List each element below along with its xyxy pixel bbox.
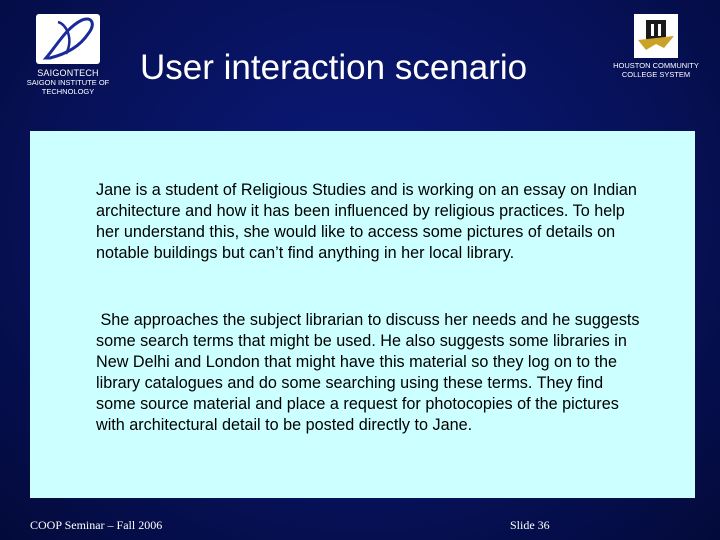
saigontech-subtitle-line2: TECHNOLOGY [41,87,95,96]
footer-slide-number: Slide 36 [510,518,550,532]
scenario-paragraph-1: Jane is a student of Religious Studies and is working on an essay on Indian architecture and how it has been influenced by religious practices. To help her understand this, she would like to access some pictures of details on notable buildings but can’t find anything in her local library. [96,181,637,262]
hccs-logo [608,14,704,79]
scenario-paragraph-2: She approaches the subject librarian to discuss her needs and he suggests some search terms that might be used. He also suggests some libraries in New Delhi and London that might have this material so they log on to the library catalogues and do some searching using these terms. They find some source material and place a request for photocopies of the pictures with architectural detail to be posted directly to Jane. [96,311,640,434]
saigontech-logo [18,14,118,104]
hccs-name-line1: HOUSTON COMMUNITY [613,61,699,70]
hccs-eagle-icon [634,14,678,58]
slide-title: User interaction scenario [140,48,528,87]
saigontech-emblem-icon [36,14,100,64]
hccs-name-line2: COLLEGE SYSTEM [621,69,691,79]
footer-seminar: COOP Seminar – Fall 2006 [30,518,163,532]
saigontech-subtitle-line1: SAIGON INSTITUTE OF [26,78,110,87]
saigontech-name: SAIGONTECH [37,68,99,78]
